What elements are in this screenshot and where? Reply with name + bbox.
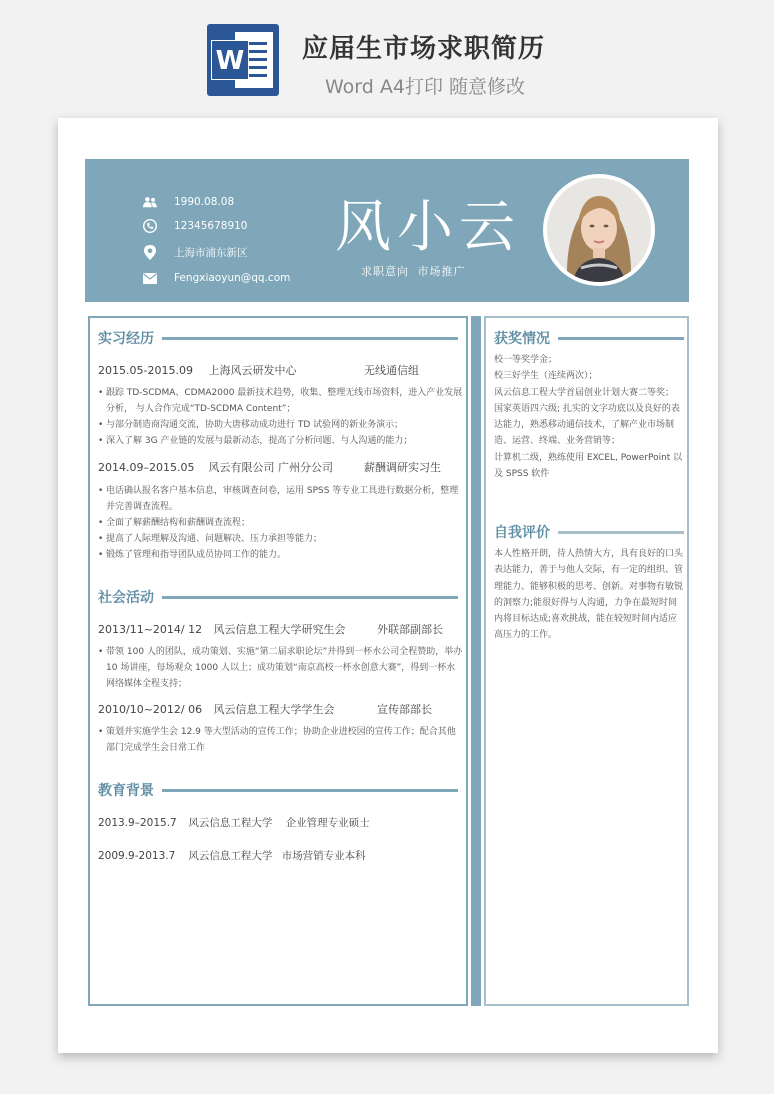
phone-icon <box>143 219 157 233</box>
list-item: 计算机二级，熟练使用 EXCEL, PowerPoint 以及 SPSS 软件 <box>494 452 683 480</box>
list-item: 风云信息工程大学首届创业计划大赛二等奖； <box>494 387 675 398</box>
list-item: 校三好学生（连续两次）； <box>494 371 598 382</box>
address-row <box>143 245 248 260</box>
banner-title: 应届生市场求职简历 <box>302 34 546 64</box>
list-item: • 锻炼了管理和指导团队成员协同工作的能力。 <box>98 547 464 563</box>
list-item: 校一等奖学金； <box>494 355 558 365</box>
list-item: • 提高了人际理解及沟通、问题解决、压力承担等能力； <box>98 531 464 547</box>
self-eval-text: 本人性格开朗，待人热情大方，具有良好的口头表达能力，善于与他人交际，有一定的组织、管理能力、能够积极的思考、创新。对事物有敏锐的洞察力;能很好得与人沟通，力争在最短时间内将目标达成;喜欢挑战，能在较短时间内适应高压力的工作。 <box>494 549 684 641</box>
internship-1-bullets <box>98 385 464 449</box>
internship-entry-1: 2015.05-2015.09 上海风云研发中心 无线通信组 <box>98 364 419 377</box>
list-item: • 深入了解 3G 产业链的发展与最新动态，提高了分析问题、与人沟通的能力； <box>98 433 464 449</box>
email: Fengxiaoyun@qq.com <box>174 272 291 284</box>
email-row <box>143 271 290 285</box>
list-item: • 策划并实施学生会 12.9 等大型活动的宣传工作；协助企业进校园的宣传工作；配合其他部门完成学生会日常工作 <box>98 724 464 756</box>
social-1-bullets <box>98 644 464 692</box>
birthday-row <box>143 195 234 209</box>
social-2-bullets <box>98 724 464 756</box>
location-pin-icon <box>143 246 157 260</box>
phone-row <box>143 219 248 233</box>
avatar <box>543 174 655 286</box>
social-entry-1: 2013/11~2014/ 12 风云信息工程大学研究生会 外联部副部长 <box>98 623 443 636</box>
internship-entry-2: 2014.09–2015.05 风云有限公司 广州分公司 薪酬调研实习生 <box>98 461 441 474</box>
resume-page <box>58 118 718 1053</box>
awards-heading: 获奖情况 <box>494 328 684 348</box>
education-heading: 教育背景 <box>98 780 458 800</box>
awards-list <box>494 352 684 482</box>
address: 上海市浦东新区 <box>174 247 248 259</box>
social-entry-2: 2010/10~2012/ 06 风云信息工程大学学生会 宣传部部长 <box>98 703 432 716</box>
word-icon: W <box>207 24 279 96</box>
list-item: • 电话确认报名客户基本信息，审核调查问卷，运用 SPSS 等专业工具进行数据分析，整理并完善调查流程。 <box>98 483 464 515</box>
candidate-name: 风小云 <box>335 195 521 260</box>
left-column <box>88 316 468 1006</box>
list-item: • 与部分制造商沟通交流，协助大唐移动成功进行 TD 试验网的新业务演示； <box>98 417 464 433</box>
column-divider <box>471 316 481 1006</box>
list-item: 国家英语四六级; 扎实的文字功底以及良好的表达能力，熟悉移动通信技术，了解产业市场制造、运营、终端、业务营销等； <box>494 403 680 447</box>
job-intent-value: 市场推广 <box>417 265 466 278</box>
social-heading: 社会活动 <box>98 587 458 607</box>
list-item: • 全面了解薪酬结构和薪酬调查流程； <box>98 515 464 531</box>
self-eval-heading: 自我评价 <box>494 522 684 542</box>
list-item: • 带领 100 人的团队，成功策划、实施“第二届求职论坛”并得到一杯水公司全程赞助，举办 10 场讲座，每场观众 1000 人以上；成功策划“南京高校一杯水创意大赛”，得到一杯水网络媒体全程支持； <box>98 644 464 692</box>
job-intent-label: 求职意向 <box>361 265 409 278</box>
banner-subtitle: Word A4打印 随意修改 <box>325 76 526 98</box>
internship-2-bullets <box>98 483 464 563</box>
internship-heading: 实习经历 <box>98 328 458 348</box>
people-icon <box>143 195 157 209</box>
job-intent <box>361 263 466 279</box>
right-column <box>484 316 689 1006</box>
resume-header <box>85 159 689 302</box>
education-entry-1: 2013.9–2015.7 风云信息工程大学 企业管理专业硕士 <box>98 817 370 829</box>
education-entry-2: 2009.9-2013.7 风云信息工程大学 市场营销专业本科 <box>98 850 366 862</box>
top-banner <box>0 0 774 110</box>
birthday: 1990.08.08 <box>174 196 235 208</box>
list-item: • 跟踪 TD-SCDMA、CDMA2000 最新技术趋势，收集、整理无线市场资料，进入产业发展分析， 与人合作完成“TD-SCDMA Content”； <box>98 385 464 417</box>
phone: 12345678910 <box>174 220 248 232</box>
mail-icon <box>143 271 157 285</box>
